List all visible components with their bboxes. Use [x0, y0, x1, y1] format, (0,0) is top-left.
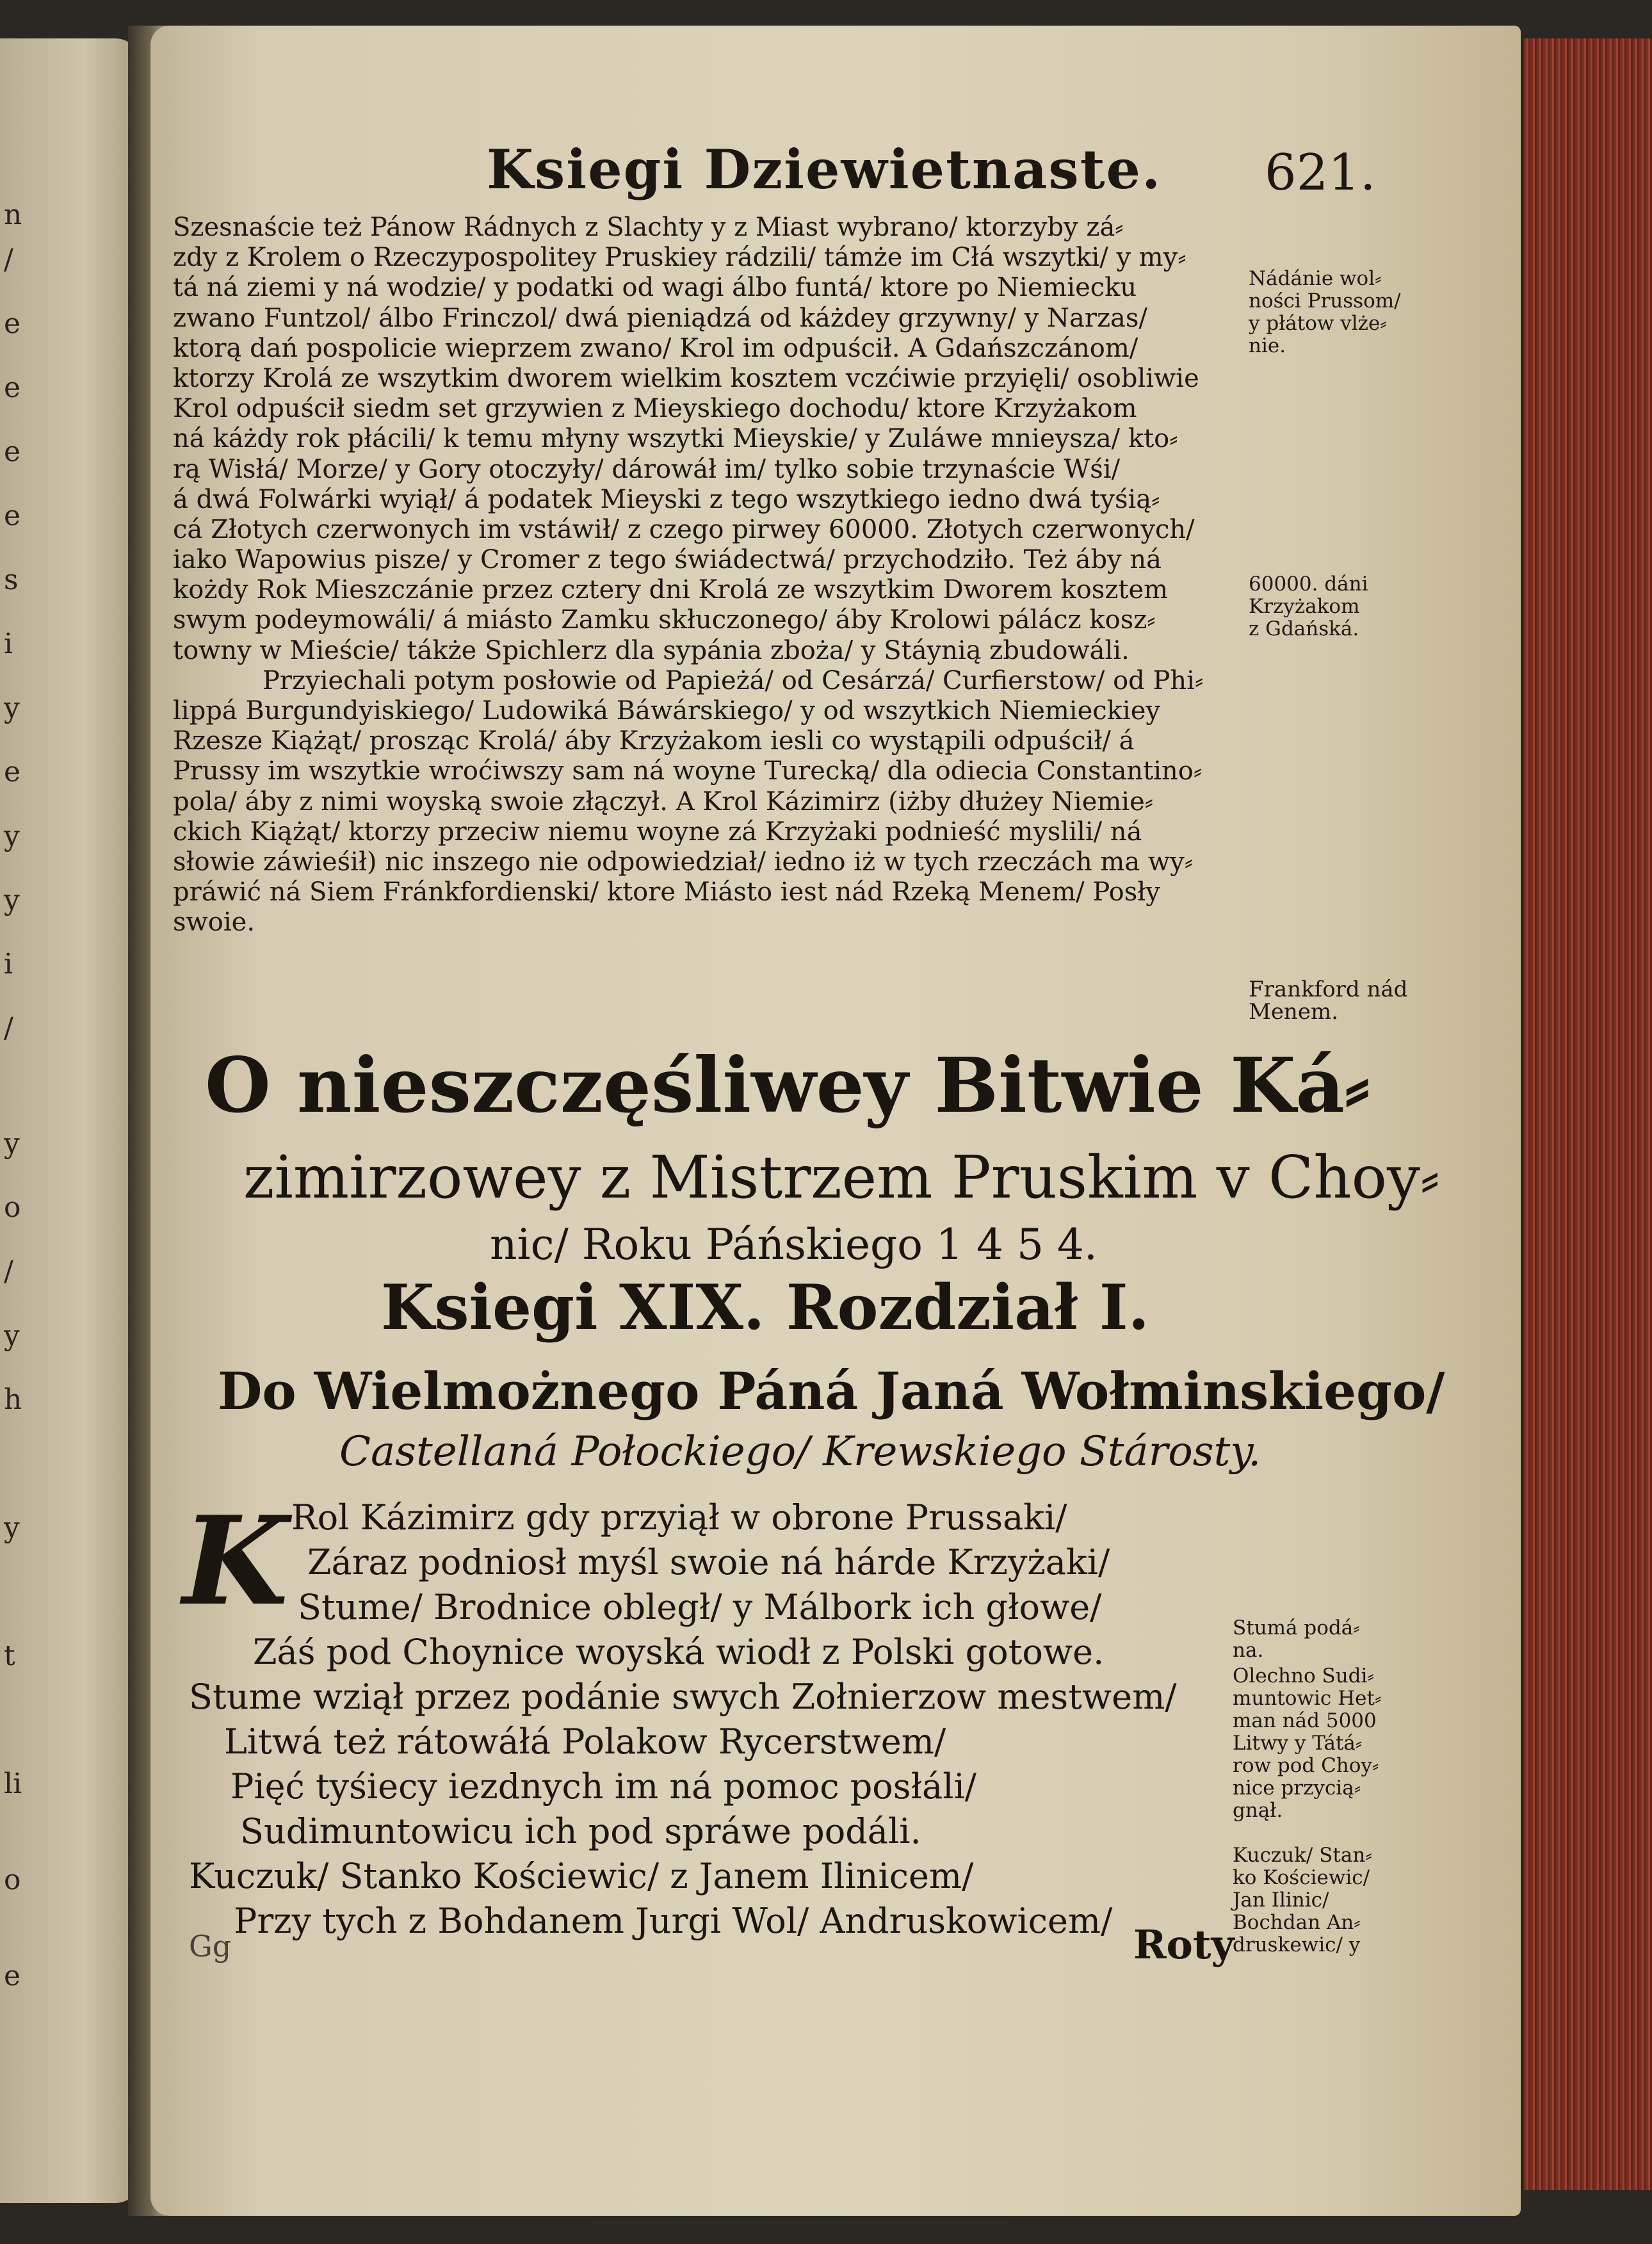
prose-line: lippá Burgundyiskiego/ Ludowiká Báwárskiego/ y od wszytkich Niemieckiey [173, 696, 1160, 726]
prose-line: swoie. [173, 907, 255, 938]
prose-line: ná káżdy rok płácili/ k temu młyny wszytki Mieyskie/ y Zuláwe mnieysza/ kto⸗ [173, 424, 1178, 454]
prose-line: práwić ná Siem Fránkfordienski/ ktore Miásto iest nád Rzeką Menem/ Posły [173, 877, 1160, 907]
dedication-line: Do Wielmożnego Páná Janá Wołminskiego/ [218, 1361, 1445, 1421]
verse-line: Stume wziął przez podánie swych Zołnierzow mestwem/ [189, 1677, 1177, 1717]
prose-line: Szesnaście też Pánow Rádnych z Slachty y z Miast wybrano/ ktorzyby zá⸗ [173, 213, 1124, 242]
facing-page-edge [0, 38, 141, 2203]
prose-line: kożdy Rok Mieszczánie przez cztery dni Krolá ze wszytkim Dworem kosztem [173, 575, 1169, 605]
margin-note: Frankford nád Menem. [1249, 977, 1408, 1025]
verse-line: Záraz podniosł myśl swoie ná hárde Krzyżaki/ [307, 1542, 1110, 1582]
signature-mark: Gg [189, 1929, 232, 1964]
section-heading-line3: nic/ Roku Páńskiego 1 4 5 4. [490, 1220, 1097, 1269]
prose-line: á dwá Folwárki wyiął/ á podatek Mieyski z tego wszytkiego iedno dwá tyśią⸗ [173, 484, 1160, 514]
prose-line: Krol odpuścił siedm set grzywien z Mieyskiego dochodu/ ktore Krzyżakom [173, 394, 1137, 424]
prose-line: Prussy im wszytkie wroćiwszy sam ná woyne Turecką/ dla odiecia Constantino⸗ [173, 756, 1203, 786]
prose-line: zwano Funtzol/ álbo Frinczol/ dwá pieniądzá od káżdey grzywny/ y Narzas/ [173, 303, 1147, 333]
section-heading-line2: zimirzowey z Mistrzem Pruskim v Choy⸗ [243, 1143, 1440, 1212]
page-fore-edge [1524, 38, 1652, 2190]
verse-line: Záś pod Choynice woyská wiodł z Polski gotowe. [253, 1632, 1105, 1672]
running-head: Ksiegi Dziewietnaste. [487, 138, 1162, 201]
chapter-title: Ksiegi XIX. Rozdział I. [381, 1271, 1150, 1344]
verse-line: Kuczuk/ Stanko Kościewic/ z Janem Ilinicem/ [189, 1856, 974, 1896]
prose-line: iako Wapowius pisze/ y Cromer z tego świádectwá/ przychodziło. Też áby ná [173, 545, 1162, 575]
margin-note: 60000. dáni Krzyżakom z Gdańská. [1249, 573, 1368, 640]
margin-note: Olechno Sudi⸗ muntowic Het⸗ man nád 5000 Litwy y Tátá⸗ row pod Choy⸗ nice przycią⸗ gnął. [1233, 1664, 1382, 1822]
decorated-initial: K [182, 1490, 289, 1632]
prose-line: tá ná ziemi y ná wodzie/ y podatki od wagi álbo funtá/ ktore po Niemiecku [173, 273, 1137, 303]
verse-line: Stume/ Brodnice obległ/ y Málbork ich głowe/ [298, 1587, 1102, 1627]
section-heading: O nieszczęśliwey Bitwie Ká⸗ [205, 1041, 1370, 1130]
prose-block [173, 213, 1242, 938]
prose-line: zdy z Krolem o Rzeczypospolitey Pruskiey rádzili/ támże im Cłá wszytki/ y my⸗ [173, 243, 1186, 273]
verse-line: Przy tych z Bohdanem Jurgi Wol/ Andruskowicem/ [234, 1901, 1113, 1941]
prose-line: ckich Kiążąt/ ktorzy przeciw niemu woyne zá Krzyżaki podnieść myslili/ ná [173, 817, 1142, 847]
prose-line: towny w Mieście/ tákże Spichlerz dla sypánia zboża/ y Stáynią zbudowáli. [173, 635, 1130, 665]
facing-page-text-fragments: n / e e e e s i y e y y i / y o / y h y t li o e [4, 199, 22, 1992]
verse-line: Litwá też rátowáłá Polakow Rycerstwem/ [224, 1721, 946, 1762]
prose-line: słowie záwieśił) nic inszego nie odpowiedział/ iedno iż w tych rzeczách ma wy⸗ [173, 847, 1194, 877]
verse-line: Rol Kázimirz gdy przyiął w obrone Prussaki/ [291, 1497, 1067, 1538]
prose-line: swym podeymowáli/ á miásto Zamku skłuczonego/ áby Krolowi pálácz kosz⸗ [173, 605, 1156, 635]
dedication-subline: Castellaná Połockiego/ Krewskiego Stárosty. [339, 1428, 1261, 1476]
margin-note: Kuczuk/ Stan⸗ ko Kościewic/ Jan Ilinic/ Bochdan An⸗ druskewic/ y [1233, 1844, 1372, 1956]
prose-line: Przyiechali potym posłowie od Papieżá/ od Cesárzá/ Curfierstow/ od Phi⸗ [263, 665, 1204, 695]
prose-line: rą Wisłá/ Morze/ y Gory otoczyły/ dárowáł im/ tylko sobie trzynaście Wśi/ [173, 454, 1121, 484]
prose-line: pola/ áby z nimi woyską swoie złączył. A Krol Kázimirz (iżby dłużey Niemie⸗ [173, 786, 1154, 817]
prose-line: Rzesze Kiążąt/ prosząc Krolá/ áby Krzyżakom iesli co wystąpili odpuścił/ á [173, 726, 1135, 756]
verse-line: Pięć tyśiecy iezdnych im ná pomoc posłáli/ [231, 1766, 976, 1807]
prose-line: ktorą dań pospolicie wieprzem zwano/ Krol im odpuścił. A Gdańszczánom/ [173, 333, 1138, 363]
page-number: 621. [1265, 144, 1376, 202]
margin-note: Stumá podá⸗ na. [1233, 1616, 1360, 1662]
verse-line: Sudimuntowicu ich pod spráwe podáli. [240, 1811, 921, 1851]
prose-line: ktorzy Krolá ze wszytkim dworem wielkim kosztem vczćiwie przyięli/ osobliwie [173, 363, 1199, 393]
catchword: Roty [1133, 1921, 1235, 1968]
prose-line: cá Złotych czerwonych im vstáwił/ z czego pirwey 60000. Złotych czerwonych/ [173, 514, 1195, 544]
margin-note: Nádánie wol⸗ ności Prussom/ y płátow vlże⸗ nie. [1249, 267, 1401, 357]
